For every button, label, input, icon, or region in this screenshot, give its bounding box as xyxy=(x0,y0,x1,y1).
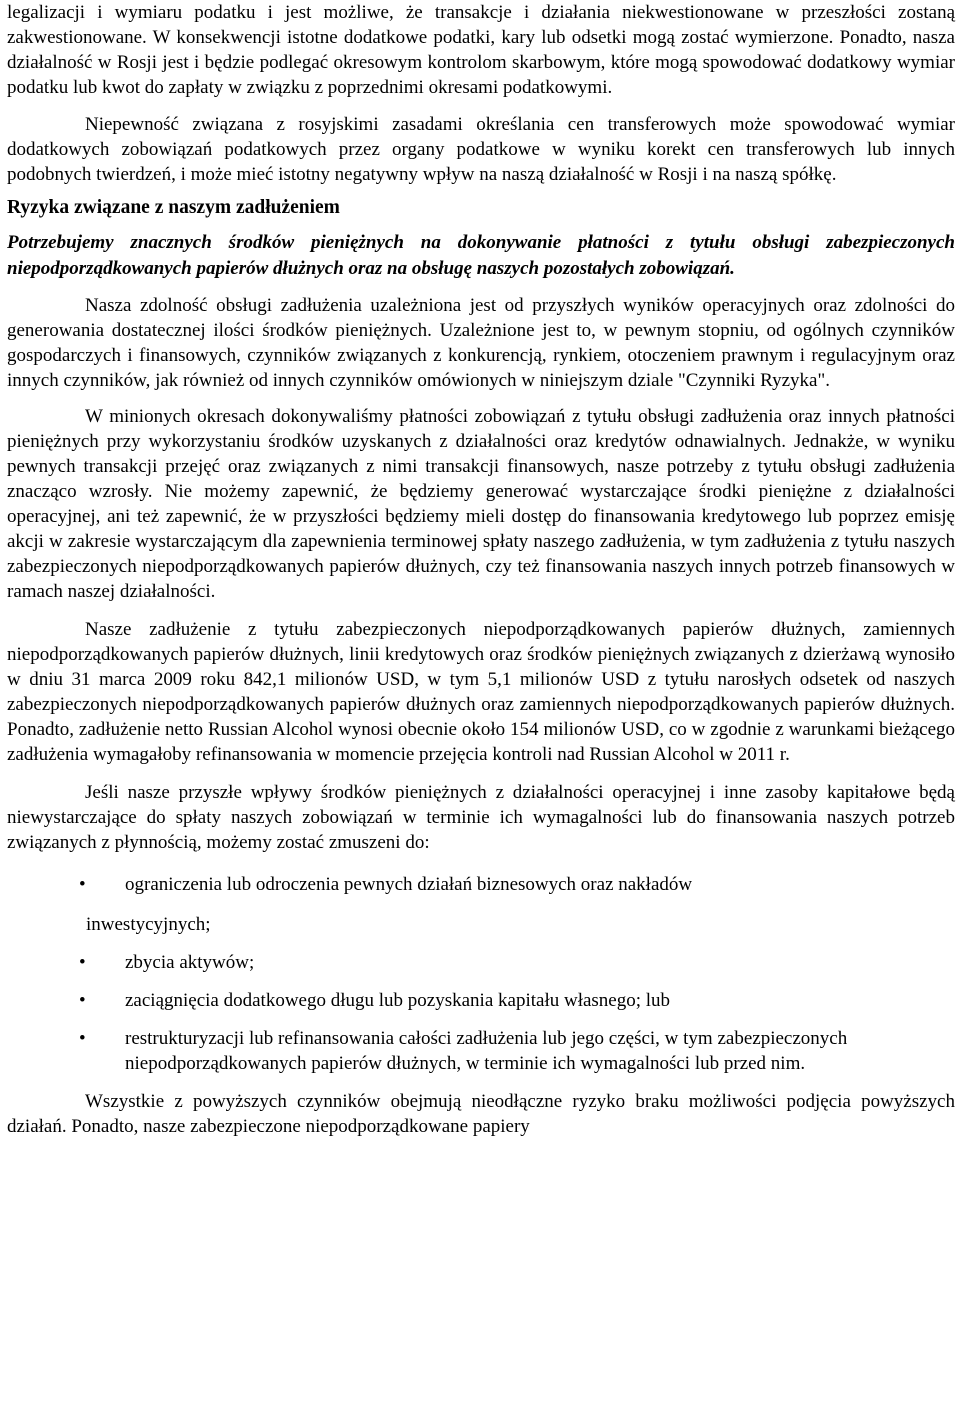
bullet-marker: • xyxy=(79,1028,86,1049)
paragraph-debt-amounts: Nasze zadłużenie z tytułu zabezpieczonych niepodporządkowanych papierów dłużnych, zamiennych niepodporządkowanych papierów dłużnych, linii kredytowych oraz środków pieniężnych związanych z dzierżawą wynosiło w dniu 31 marca 2009 roku 842,1 milionów USD, w tym 5,1 milionów USD z tytułu narosłych odsetek od naszych zabezpieczonych niepodporządkowanych papierów dłużnych oraz zamiennych niepodporządkowanych papierów dłużnych. Ponadto, zadłużenie netto Russian Alcohol wynosi obecnie około 154 milionów USD, co w zgodnie z warunkami bieżącego zadłużenia wymagałoby refinansowania w momencie przejęcia kontroli nad Russian Alcohol w 2011 r. xyxy=(7,619,955,765)
paragraph-transfer-pricing: Niepewność związana z rosyjskimi zasadami określania cen transferowych może spowodować wymiar dodatkowych zobowiązań podatkowych przez organy podatkowe w wyniku korekt cen transferowych lub innych podobnych twierdzeń, i może mieć istotny negatywny wpływ na naszą działalność w Rosji i na naszą spółkę. xyxy=(7,114,955,185)
bullet-marker: • xyxy=(79,952,86,973)
list-item-text: ograniczenia lub odroczenia pewnych działań biznesowych oraz nakładów xyxy=(125,874,693,895)
list-item-text: restrukturyzacji lub refinansowania całości zadłużenia lub jego części, w tym zabezpieczonych niepodporządkowanych papierów dłużnych, w terminie ich wymagalności lub przed nim. xyxy=(125,1028,848,1074)
paragraph-tax-audit: legalizacji i wymiaru podatku i jest możliwe, że transakcje i działania niekwestionowane w przeszłości zostaną zakwestionowane. W konsekwencji istotne dodatkowe podatki, kary lub odsetki mogą zostać wymierzone. Ponadto, nasza działalność w Rosji jest i będzie podlegać okresowym kontrolom skarbowym, które mogą spowodować dodatkowy wymiar podatku lub kwot do zapłaty w związku z poprzednimi okresami podatkowymi. xyxy=(7,2,955,98)
list-item xyxy=(7,1026,955,1076)
list-item-text: zaciągnięcia dodatkowego długu lub pozyskania kapitału własnego; lub xyxy=(125,990,671,1011)
paragraph-closing: Wszystkie z powyższych czynników obejmują nieodłączne ryzyko braku możliwości podjęcia powyższych działań. Ponadto, nasze zabezpieczone niepodporządkowane papiery xyxy=(7,1091,955,1137)
section-heading: Ryzyka związane z naszym zadłużeniem xyxy=(7,197,340,218)
list-item xyxy=(7,988,955,1013)
paragraph-cash-shortfall: Jeśli nasze przyszłe wpływy środków pieniężnych z działalności operacyjnej i inne zasoby kapitałowe będą niewystarczające do spłaty naszych zobowiązań w terminie ich wymagalności lub do finansowania naszych potrzeb związanych z płynnością, możemy zostać zmuszeni do: xyxy=(7,782,955,853)
bullet-marker: • xyxy=(79,990,86,1011)
paragraph-past-payments: W minionych okresach dokonywaliśmy płatności zobowiązań z tytułu obsługi zadłużenia oraz innych płatności pieniężnych przy wykorzystaniu środków uzyskanych z działalności oraz kredytów odnawialnych. Jednakże, w wyniku pewnych transakcji przejęć oraz związanych z nimi transakcji finansowych, nasze potrzeby z tytułu obsługi zadłużenia znacząco wzrosły. Nie możemy zapewnić, że będziemy generować wystarczające środki pieniężne z działalności operacyjnej, ani też zapewnić, że w przyszłości będziemy mieli dostęp do finansowania kredytowego lub poprzez emisję akcji w zakresie wystarczającym dla zapewnienia terminowej spłaty naszego zadłużenia, w tym zadłużenia z tytułu naszych zabezpieczonych niepodporządkowanych papierów dłużnych, czy też finansowania naszych innych potrzeb finansowych w ramach naszej działalności. xyxy=(7,406,955,602)
list-item-text: zbycia aktywów; xyxy=(125,952,255,973)
risk-lead-statement: Potrzebujemy znacznych środków pieniężnych na dokonywanie płatności z tytułu obsługi zabezpieczonych niepodporządkowanych papierów dłużnych oraz na obsługę naszych pozostałych zobowiązań. xyxy=(7,232,955,279)
list-item xyxy=(7,872,955,937)
document-page xyxy=(7,0,955,1139)
list-item-continuation: inwestycyjnych; xyxy=(86,914,211,935)
bullet-list xyxy=(7,872,955,1076)
bullet-marker: • xyxy=(79,874,86,895)
list-item xyxy=(7,950,955,975)
paragraph-debt-capacity: Nasza zdolność obsługi zadłużenia uzależniona jest od przyszłych wyników operacyjnych oraz zdolności do generowania dostatecznej ilości środków pieniężnych. Uzależnione jest to, w pewnym stopniu, od ogólnych czynników gospodarczych i finansowych, czynników związanych z konkurencją, rynkiem, otoczeniem prawnym i regulacyjnym oraz innych czynników, jak również od innych czynników omówionych w niniejszym dziale "Czynniki Ryzyka". xyxy=(7,295,955,391)
